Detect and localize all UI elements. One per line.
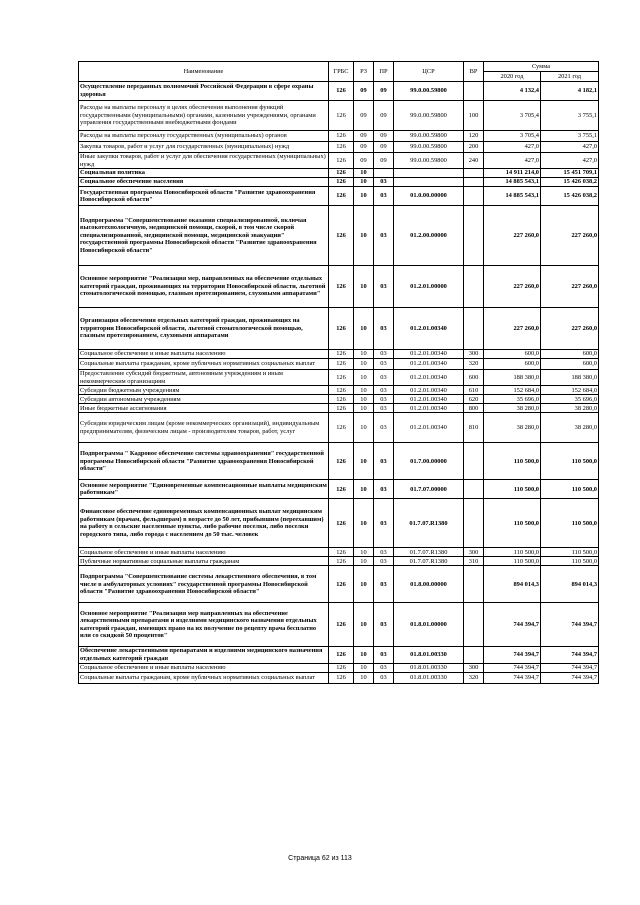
row-csr: [394, 178, 464, 187]
table-row: [79, 404, 599, 413]
row-csr: 01.2.01.00340: [394, 404, 464, 413]
row-sum-2020: 3 705,4: [484, 131, 541, 142]
row-rz: 10: [354, 308, 374, 350]
row-sum-2021: 744 394,7: [541, 647, 599, 663]
row-grbs: 126: [329, 647, 354, 663]
row-sum-2020: 600,0: [484, 359, 541, 370]
row-csr: 99.0.00.59800: [394, 142, 464, 153]
header-2020: 2020 год: [484, 72, 541, 82]
row-vr: 200: [464, 142, 484, 153]
table-row: [79, 206, 599, 266]
row-vr: [464, 206, 484, 266]
header-csr: ЦСР: [394, 62, 464, 82]
row-pr: [374, 169, 394, 178]
row-csr: 99.0.00.59800: [394, 153, 464, 169]
row-name: Публичные нормативные социальные выплаты гражданам: [79, 557, 329, 566]
row-name: Социальная политика: [79, 169, 329, 178]
row-sum-2020: 600,0: [484, 350, 541, 359]
row-vr: 610: [464, 386, 484, 395]
row-vr: [464, 308, 484, 350]
row-csr: 01.8.01.00330: [394, 672, 464, 683]
row-sum-2021: 3 755,1: [541, 101, 599, 131]
row-sum-2021: 188 380,0: [541, 370, 599, 386]
row-rz: 10: [354, 499, 374, 548]
row-pr: 03: [374, 266, 394, 308]
row-rz: 10: [354, 672, 374, 683]
row-csr: 01.2.01.00000: [394, 266, 464, 308]
row-grbs: 126: [329, 350, 354, 359]
row-csr: 99.0.00.59800: [394, 82, 464, 101]
table-row: [79, 480, 599, 499]
row-sum-2020: 110 500,0: [484, 480, 541, 499]
row-sum-2020: 227 260,0: [484, 308, 541, 350]
row-grbs: 126: [329, 187, 354, 206]
header-pr: ПР: [374, 62, 394, 82]
row-name: Основное мероприятие "Реализация мер направленных на обеспечение лекарственными препаратами и изделиями медицинского назначения отдельных категорий граждан, имеющих право на их получение по рецепту врача бесплатно или со скидкой 50 процентов": [79, 603, 329, 647]
row-csr: 01.8.01.00000: [394, 603, 464, 647]
row-sum-2020: 38 280,0: [484, 404, 541, 413]
row-grbs: 126: [329, 386, 354, 395]
row-sum-2020: 14 885 543,1: [484, 178, 541, 187]
row-vr: [464, 647, 484, 663]
table-row: [79, 672, 599, 683]
table-header: [79, 62, 599, 82]
table-row: [79, 169, 599, 178]
row-sum-2021: 744 394,7: [541, 672, 599, 683]
row-grbs: 126: [329, 131, 354, 142]
row-pr: 03: [374, 499, 394, 548]
row-sum-2020: 4 132,4: [484, 82, 541, 101]
row-sum-2021: 110 500,0: [541, 557, 599, 566]
table-row: [79, 308, 599, 350]
row-sum-2021: 744 394,7: [541, 603, 599, 647]
row-name: Организация обеспечения отдельных категорий граждан, проживающих на территории Новосибирской области, льготной стоматологической помощью, глазным протезированием, слуховыми аппаратами: [79, 308, 329, 350]
row-name: Основное мероприятие "Единовременные компенсационные выплаты медицинским работникам": [79, 480, 329, 499]
row-sum-2021: 15 451 709,1: [541, 169, 599, 178]
row-sum-2020: 744 394,7: [484, 647, 541, 663]
row-grbs: 126: [329, 395, 354, 404]
row-name: Субсидии бюджетным учреждениям: [79, 386, 329, 395]
row-sum-2020: 14 885 543,1: [484, 187, 541, 206]
row-csr: 01.7.00.00000: [394, 443, 464, 480]
row-sum-2021: 110 500,0: [541, 480, 599, 499]
row-grbs: 126: [329, 566, 354, 603]
row-pr: 03: [374, 386, 394, 395]
row-rz: 10: [354, 370, 374, 386]
row-grbs: 126: [329, 153, 354, 169]
row-sum-2020: 894 014,3: [484, 566, 541, 603]
row-pr: 03: [374, 370, 394, 386]
row-sum-2020: 744 394,7: [484, 663, 541, 672]
row-rz: 10: [354, 169, 374, 178]
row-vr: [464, 499, 484, 548]
row-sum-2021: 227 260,0: [541, 206, 599, 266]
row-sum-2020: 3 705,4: [484, 101, 541, 131]
row-pr: 09: [374, 82, 394, 101]
row-pr: 03: [374, 647, 394, 663]
row-rz: 09: [354, 142, 374, 153]
row-csr: [394, 169, 464, 178]
row-grbs: 126: [329, 266, 354, 308]
row-vr: [464, 443, 484, 480]
table-row: [79, 266, 599, 308]
table-row: [79, 395, 599, 404]
page-number: Страница 62 из 113: [288, 855, 352, 862]
table-row: [79, 386, 599, 395]
row-sum-2020: 110 500,0: [484, 548, 541, 557]
row-grbs: 126: [329, 308, 354, 350]
row-rz: 10: [354, 350, 374, 359]
row-sum-2021: 894 014,3: [541, 566, 599, 603]
row-csr: 01.2.01.00340: [394, 359, 464, 370]
row-pr: 09: [374, 101, 394, 131]
row-sum-2020: 227 260,0: [484, 206, 541, 266]
row-rz: 10: [354, 187, 374, 206]
row-sum-2020: 744 394,7: [484, 672, 541, 683]
table-row: [79, 603, 599, 647]
row-pr: 03: [374, 404, 394, 413]
row-sum-2020: 227 260,0: [484, 266, 541, 308]
row-csr: 01.2.01.00340: [394, 370, 464, 386]
row-vr: 620: [464, 395, 484, 404]
row-vr: [464, 266, 484, 308]
row-name: Субсидии автономным учреждениям: [79, 395, 329, 404]
row-pr: 03: [374, 308, 394, 350]
row-csr: 01.8.00.00000: [394, 566, 464, 603]
row-rz: 10: [354, 404, 374, 413]
table-row: [79, 557, 599, 566]
row-grbs: 126: [329, 557, 354, 566]
table-row: [79, 178, 599, 187]
row-csr: 01.2.01.00340: [394, 386, 464, 395]
header-rz: РЗ: [354, 62, 374, 82]
row-vr: 810: [464, 413, 484, 443]
row-sum-2021: 227 260,0: [541, 308, 599, 350]
table-row: [79, 153, 599, 169]
row-csr: 01.7.07.R1380: [394, 499, 464, 548]
row-sum-2020: 110 500,0: [484, 557, 541, 566]
row-grbs: 126: [329, 101, 354, 131]
row-csr: 01.8.01.00330: [394, 647, 464, 663]
row-name: Подпрограмма "Совершенствование системы лекарственного обеспечения, в том числе в амбулаторных условиях" государственной программы Новосибирской области "Развитие здравоохранения Новосибирской области": [79, 566, 329, 603]
row-vr: [464, 566, 484, 603]
row-rz: 10: [354, 359, 374, 370]
row-sum-2020: 14 911 214,0: [484, 169, 541, 178]
row-csr: 99.0.00.59800: [394, 101, 464, 131]
table-row: [79, 131, 599, 142]
header-name: Наименование: [79, 62, 329, 82]
row-name: Основное мероприятие "Реализация мер, направленных на обеспечение отдельных категорий граждан, проживающих на территории Новосибирской области, льготной стоматологической помощью, глазным протезированием, слуховыми аппаратами": [79, 266, 329, 308]
row-vr: 300: [464, 548, 484, 557]
row-vr: 320: [464, 359, 484, 370]
row-vr: [464, 187, 484, 206]
row-csr: 01.7.07.00000: [394, 480, 464, 499]
row-grbs: 126: [329, 404, 354, 413]
row-grbs: 126: [329, 370, 354, 386]
row-pr: 03: [374, 603, 394, 647]
row-rz: 10: [354, 395, 374, 404]
row-pr: 03: [374, 443, 394, 480]
row-vr: 800: [464, 404, 484, 413]
row-vr: 100: [464, 101, 484, 131]
row-rz: 10: [354, 178, 374, 187]
row-name: Обеспечение лекарственными препаратами и изделиями медицинского назначения отдельных категорий граждан: [79, 647, 329, 663]
row-pr: 03: [374, 359, 394, 370]
row-grbs: 126: [329, 548, 354, 557]
row-name: Социальное обеспечение и иные выплаты населению: [79, 663, 329, 672]
table-row: [79, 566, 599, 603]
row-name: Финансовое обеспечение единовременных компенсационных выплат медицинским работникам (врачам, фельдшерам) в возрасте до 50 лет, прибывшим (переехавшим) на работу в сельские населенные пункты, либо рабочие поселки, либо поселки городского типа, либо города с населением до 50 тыс. человек: [79, 499, 329, 548]
row-sum-2021: 38 280,0: [541, 413, 599, 443]
row-name: Предоставление субсидий бюджетным, автономным учреждениям и иным некоммерческим организациям: [79, 370, 329, 386]
row-csr: 01.2.01.00340: [394, 413, 464, 443]
table-body: [79, 82, 599, 684]
row-grbs: 126: [329, 169, 354, 178]
row-sum-2020: 35 696,0: [484, 395, 541, 404]
row-csr: 01.2.00.00000: [394, 206, 464, 266]
row-rz: 10: [354, 548, 374, 557]
row-rz: 10: [354, 647, 374, 663]
row-grbs: 126: [329, 443, 354, 480]
row-name: Государственная программа Новосибирской области "Развитие здравоохранения Новосибирской области": [79, 187, 329, 206]
row-rz: 09: [354, 82, 374, 101]
row-vr: 240: [464, 153, 484, 169]
row-rz: 10: [354, 603, 374, 647]
row-csr: 01.2.01.00340: [394, 308, 464, 350]
row-sum-2020: 110 500,0: [484, 443, 541, 480]
row-pr: 03: [374, 566, 394, 603]
row-csr: 01.2.01.00340: [394, 395, 464, 404]
table-row: [79, 647, 599, 663]
row-pr: 03: [374, 413, 394, 443]
row-rz: 10: [354, 566, 374, 603]
row-name: Расходы на выплаты персоналу в целях обеспечения выполнения функций государственными (муниципальными) органами, казенными учреждениями, органами управления государственными внебюджетными фондами: [79, 101, 329, 131]
row-sum-2021: 152 684,0: [541, 386, 599, 395]
row-sum-2021: 15 426 038,2: [541, 187, 599, 206]
row-sum-2021: 227 260,0: [541, 266, 599, 308]
row-name: Субсидии юридическим лицам (кроме некоммерческих организаций), индивидуальным предпринимателям, физическим лицам - производителям товаров, работ, услуг: [79, 413, 329, 443]
row-name: Расходы на выплаты персоналу государственных (муниципальных) органов: [79, 131, 329, 142]
row-sum-2020: 110 500,0: [484, 499, 541, 548]
row-sum-2020: 152 684,0: [484, 386, 541, 395]
row-pr: 03: [374, 395, 394, 404]
row-pr: 03: [374, 187, 394, 206]
row-csr: 01.8.01.00330: [394, 663, 464, 672]
row-name: Социальные выплаты гражданам, кроме публичных нормативных социальных выплат: [79, 672, 329, 683]
row-rz: 10: [354, 663, 374, 672]
table-row: [79, 413, 599, 443]
row-sum-2021: 35 696,0: [541, 395, 599, 404]
row-grbs: 126: [329, 672, 354, 683]
row-name: Социальные выплаты гражданам, кроме публичных нормативных социальных выплат: [79, 359, 329, 370]
table-row: [79, 370, 599, 386]
row-pr: 03: [374, 557, 394, 566]
table-row: [79, 187, 599, 206]
row-grbs: 126: [329, 142, 354, 153]
row-pr: 03: [374, 178, 394, 187]
header-2021: 2021 год: [541, 72, 599, 82]
row-rz: 10: [354, 266, 374, 308]
row-grbs: 126: [329, 178, 354, 187]
row-grbs: 126: [329, 82, 354, 101]
row-sum-2021: 427,0: [541, 153, 599, 169]
row-csr: 99.0.00.59800: [394, 131, 464, 142]
row-sum-2020: 427,0: [484, 153, 541, 169]
row-rz: 09: [354, 153, 374, 169]
table-row: [79, 101, 599, 131]
row-rz: 10: [354, 557, 374, 566]
header-vr: ВР: [464, 62, 484, 82]
header-sum: Сумма: [484, 62, 599, 72]
row-csr: 01.2.01.00340: [394, 350, 464, 359]
row-vr: [464, 603, 484, 647]
row-pr: 03: [374, 206, 394, 266]
row-vr: [464, 480, 484, 499]
row-sum-2021: 600,0: [541, 359, 599, 370]
row-sum-2021: 3 755,1: [541, 131, 599, 142]
row-sum-2020: 744 394,7: [484, 603, 541, 647]
row-name: Иные бюджетные ассигнования: [79, 404, 329, 413]
table-row: [79, 142, 599, 153]
row-csr: 01.0.00.00000: [394, 187, 464, 206]
row-sum-2021: 15 426 038,2: [541, 178, 599, 187]
table-row: [79, 499, 599, 548]
row-rz: 10: [354, 443, 374, 480]
row-name: Подпрограмма " Кадровое обеспечение системы здравоохранения" государственной программы Новосибирской области "Развитие здравоохранения Новосибирской области": [79, 443, 329, 480]
row-sum-2021: 4 182,1: [541, 82, 599, 101]
row-csr: 01.7.07.R1380: [394, 557, 464, 566]
row-rz: 10: [354, 413, 374, 443]
row-pr: 03: [374, 480, 394, 499]
row-vr: [464, 82, 484, 101]
row-vr: 320: [464, 672, 484, 683]
table-row: [79, 443, 599, 480]
row-grbs: 126: [329, 663, 354, 672]
row-grbs: 126: [329, 480, 354, 499]
row-rz: 10: [354, 480, 374, 499]
row-sum-2020: 188 380,0: [484, 370, 541, 386]
row-pr: 03: [374, 663, 394, 672]
row-grbs: 126: [329, 359, 354, 370]
row-sum-2021: 110 500,0: [541, 443, 599, 480]
row-vr: 310: [464, 557, 484, 566]
row-rz: 09: [354, 101, 374, 131]
row-vr: 300: [464, 663, 484, 672]
table-row: [79, 82, 599, 101]
row-name: Иные закупки товаров, работ и услуг для обеспечения государственных (муниципальных) нужд: [79, 153, 329, 169]
table-row: [79, 663, 599, 672]
row-sum-2021: 110 500,0: [541, 548, 599, 557]
table-row: [79, 359, 599, 370]
row-pr: 03: [374, 548, 394, 557]
row-vr: 120: [464, 131, 484, 142]
row-name: Осуществление переданных полномочий Российской Федерации в сфере охраны здоровья: [79, 82, 329, 101]
row-sum-2021: 427,0: [541, 142, 599, 153]
row-vr: [464, 178, 484, 187]
row-csr: 01.7.07.R1380: [394, 548, 464, 557]
row-grbs: 126: [329, 603, 354, 647]
row-pr: 09: [374, 142, 394, 153]
budget-table: [78, 61, 599, 684]
row-name: Подпрограмма "Совершенствование оказания специализированной, включая высокотехнологичную, медицинской помощи, скорой, в том числе скорой специализированной, медицинской помощи, медицинской эвакуации" государственной программы Новосибирской области "Развитие здравоохранения Новосибирской области": [79, 206, 329, 266]
row-pr: 09: [374, 131, 394, 142]
row-sum-2020: 38 280,0: [484, 413, 541, 443]
row-vr: [464, 169, 484, 178]
row-sum-2020: 427,0: [484, 142, 541, 153]
row-grbs: 126: [329, 413, 354, 443]
row-rz: 10: [354, 206, 374, 266]
table-row: [79, 350, 599, 359]
row-name: Социальное обеспечение и иные выплаты населению: [79, 548, 329, 557]
row-rz: 09: [354, 131, 374, 142]
row-name: Социальное обеспечение населения: [79, 178, 329, 187]
row-name: Закупка товаров, работ и услуг для государственных (муниципальных) нужд: [79, 142, 329, 153]
row-pr: 09: [374, 153, 394, 169]
row-vr: 600: [464, 370, 484, 386]
row-grbs: 126: [329, 499, 354, 548]
row-sum-2021: 744 394,7: [541, 663, 599, 672]
row-name: Социальное обеспечение и иные выплаты населению: [79, 350, 329, 359]
row-grbs: 126: [329, 206, 354, 266]
row-rz: 10: [354, 386, 374, 395]
row-sum-2021: 38 280,0: [541, 404, 599, 413]
table-row: [79, 548, 599, 557]
row-sum-2021: 110 500,0: [541, 499, 599, 548]
row-pr: 03: [374, 350, 394, 359]
header-grbs: ГРБС: [329, 62, 354, 82]
row-pr: 03: [374, 672, 394, 683]
row-vr: 300: [464, 350, 484, 359]
row-sum-2021: 600,0: [541, 350, 599, 359]
